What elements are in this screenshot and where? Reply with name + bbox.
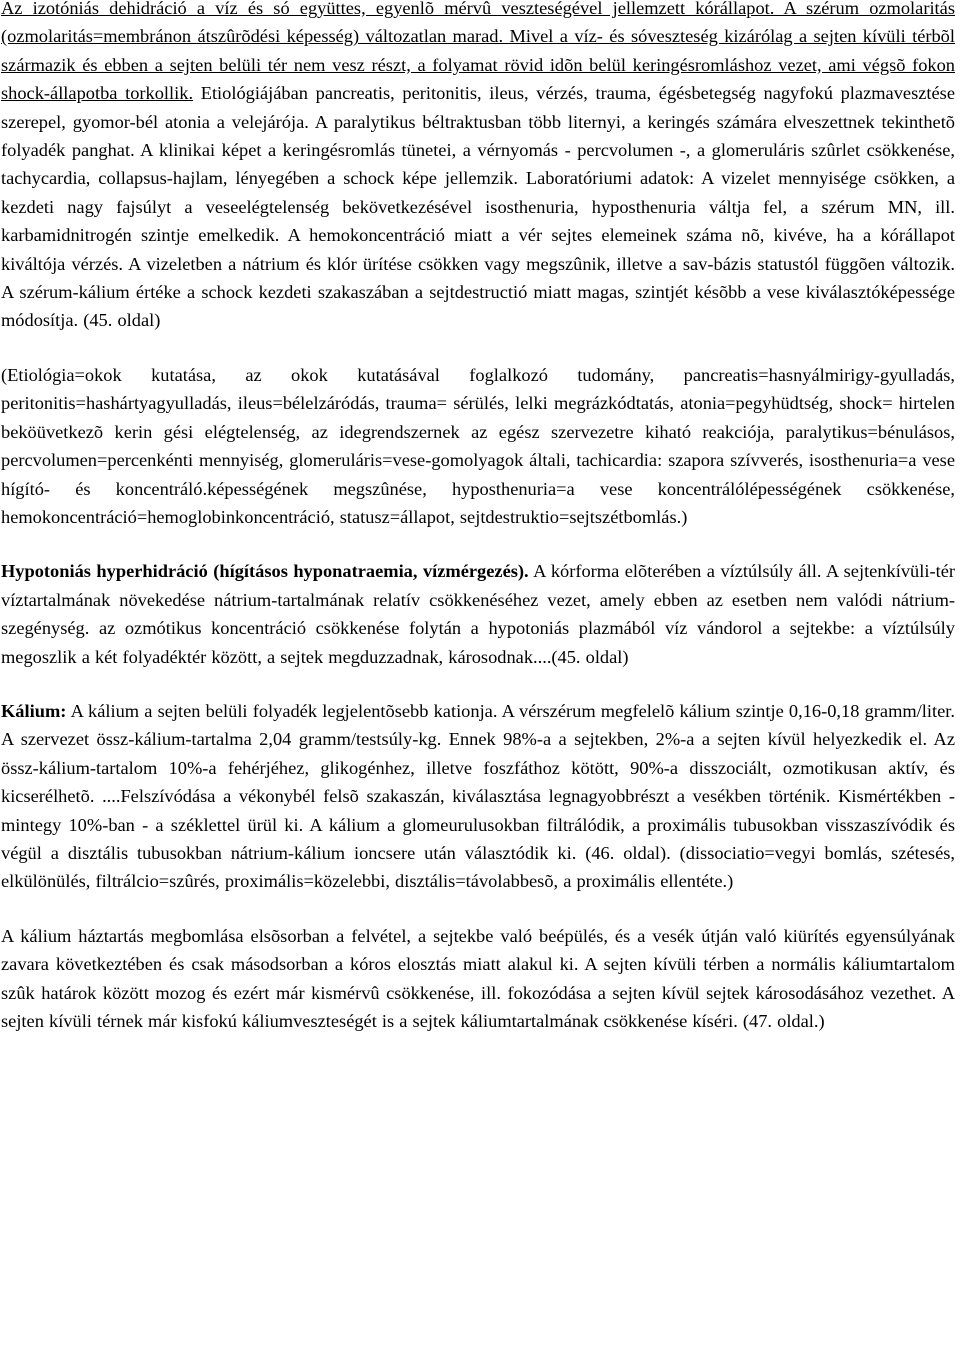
paragraph-hypotonic-hyperhydration bbox=[1, 557, 955, 671]
underlined-passage: Az izotóniás dehidráció a víz és só együttes, egyenlõ mérvû veszteségével jellemzett kórállapot. A szérum ozmolaritás (ozmolaritás=membránon átszûrõdési képesség) változatlan marad. Mivel a víz- és sóveszteség kizárólag a sejten kívüli térbõl származik és ebben a sejten belüli tér nem vesz részt, a folyamat rövid idõn belül keringésromláshoz vezet, ami végsõ fokon shock-állapotba torkollik. bbox=[1, 0, 955, 104]
paragraph-text: A kórforma elõterében a víztúlsúly áll. A sejtenkívüli-tér víztartalmának növekedése nátrium-tartalmának relatív csökkenéséhez vezet, amely ebben az esetben nem valódi nátrium-szegénység. az ozmótikus koncentráció csökkenése folytán a hypotoniás plazmából víz vándorol a sejtekbe: a víztúlsúly megoszlik a két folyadéktér között, a sejtek megduzzadnak, károsodnak....(45. oldal) bbox=[1, 561, 955, 667]
section-heading-hypotonic: Hypotoniás hyperhidráció (hígításos hyponatraemia, vízmérgezés). bbox=[1, 561, 529, 582]
paragraph-text: (Etiológia=okok kutatása, az okok kutatásával foglalkozó tudomány, pancreatis=hasnyálmirigy-gyulladás, peritonitis=hashártyagyulladás, ileus=bélelzáródás, trauma= sérülés, lelki megrázkódtatás, atonia=pegyhüdtség, shock= hirtelen beköüvetkezõ kerin gési elégtelenség, az idegrendszernek az egész szervezetre kiható reakciója, paralytikus=bénulásos, percvolumen=percenkénti mennyiség, glomeruláris=vese-gomolyagok általi, tachicardia: szapora szívverés, isosthenuria=a vese hígító- és koncentráló.képességének megszûnése, hyposthenuria=a vese koncentrálólépességének csökkenése, hemokoncentráció=hemoglobinkoncentráció, statusz=állapot, sejtdestruktio=sejtszétbomlás.) bbox=[1, 364, 955, 527]
paragraph-glossary bbox=[1, 361, 955, 531]
paragraph-isotonic-dehydration bbox=[1, 0, 955, 335]
paragraph-text: A kálium háztartás megbomlása elsõsorban a felvétel, a sejtekbe való beépülés, és a vesék útján való kiürítés egyensúlyának zavara következtében és csak másodsorban a kóros elosztás miatt alakul ki. A sejten kívüli térben a normális káliumtartalom szûk határok között mozog és ezért már kismérvû csökkenése, ill. fokozódása a sejten kívül sejtek károsodásához vezethet. A sejten kívüli térnek már kisfokú káliumveszteségét is a sejtek káliumtartalmának csökkenése kíséri. (47. oldal.) bbox=[1, 925, 955, 1031]
paragraph-potassium-balance bbox=[1, 922, 955, 1036]
paragraph-text: A kálium a sejten belüli folyadék legjelentõsebb kationja. A vérszérum megfelelõ kálium szintje 0,16-0,18 gramm/liter. A szervezet össz-kálium-tartalma 2,04 gramm/testsúly-kg. Ennek 98%-a a sejtekben, 2%-a a sejten kívül helyezkedik el. Az össz-kálium-tartalom 10%-a fehérjéhez, glikogénhez, illetve foszfáthoz kötött, 90%-a disszociált, ozmotikusan aktív, és kicserélhetõ. ....Felszívódása a vékonybél felsõ szakaszán, kiválasztása legnagyobbrészt a vesékben történik. Kismértékben - mintegy 10%-ban - a széklettel ürül ki. A kálium a glomeurulusokban filtrálódik, a proximális tubusokban visszaszívódik és végül a disztális tubusokban nátrium-kálium ioncsere után választódik ki. (46. oldal). (dissociatio=vegyi bomlás, szétesés, elkülönülés, filtrálcio=szûrés, proximális=közelebbi, disztális=távolabbesõ, a proximális ellentéte.) bbox=[1, 700, 955, 892]
section-heading-potassium: Kálium: bbox=[1, 700, 67, 721]
paragraph-text: Etiológiájában pancreatis, peritonitis, ileus, vérzés, trauma, égésbetegség nagyfokú plazmavesztése szerepel, gyomor-bél atonia a velejárója. A paralytikus béltraktusban több liternyi, a keringés számára elveszettnek tekinthetõ folyadék panghat. A klinikai képet a keringésromlás tünetei, a vérnyomás - percvolumen -, a glomeruláris szûrlet csökkenése, tachycardia, collapsus-hajlam, lényegében a schock képe jellemzik. Laboratóriumi adatok: A vizelet mennyisége csökken, a kezdeti nagy fajsúlyt a veseelégtelenség bekövetkezésével isosthenuria, hyposthenuria váltja fel, a szérum MN, ill. karbamidnitrogén szintje emelkedik. A hemokoncentráció miatt a vér sejtes elemeinek száma nõ, kivéve, ha a kórállapot kiváltója vérzés. A vizeletben a nátrium és klór ürítése csökken vagy megszûnik, illetve a sav-bázis statustól függõen változik. A szérum-kálium értéke a schock kezdeti szakaszában a sejtdestructió miatt magas, szintjét késõbb a vese kiválasztóképessége módosítja. (45. oldal) bbox=[1, 83, 955, 331]
paragraph-potassium bbox=[1, 697, 955, 896]
